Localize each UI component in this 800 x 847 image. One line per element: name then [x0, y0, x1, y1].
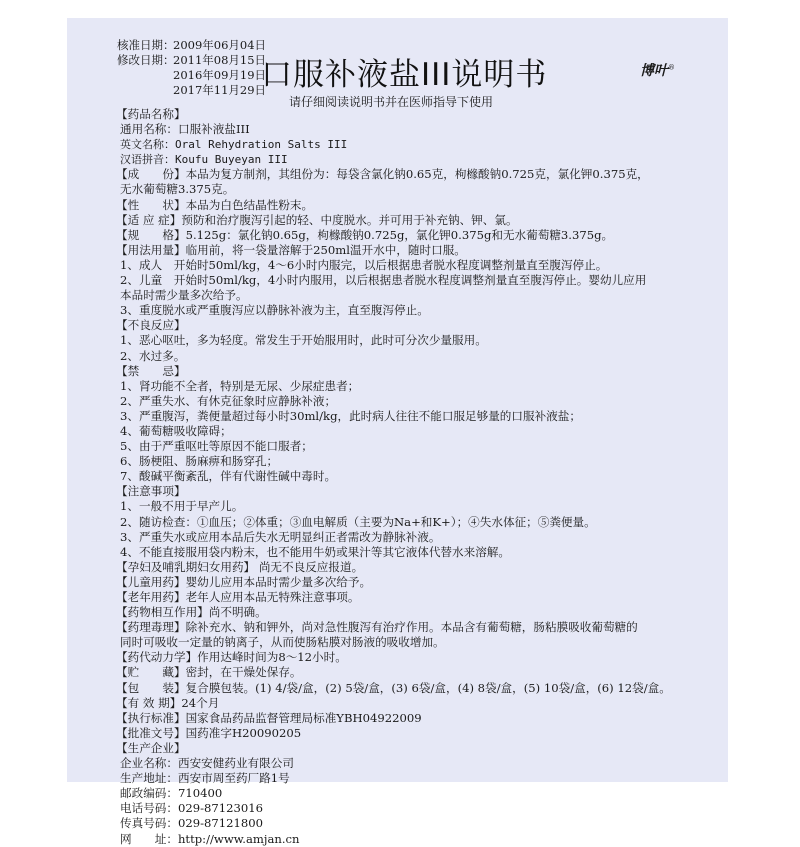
pharmacology-cont: 同时可吸收一定量的钠离子，从而使肠粘膜对肠液的吸收增加。	[120, 635, 445, 650]
section-heading: 【执行标准】	[116, 710, 186, 725]
packaging: 【包 装】复合膜包装。(1) 4/袋/盒，(2) 5袋/盒，(3) 6袋/盒，(4) 8袋/盒，(5) 10袋/盒，(6) 12袋/盒。	[116, 680, 671, 695]
manufacturer-fax: 传真号码：029-87121800	[120, 816, 264, 831]
section-heading: 【药理毒理】	[116, 620, 186, 635]
section-heading: 【药代动力学】	[116, 650, 198, 665]
revision-date-row	[117, 68, 266, 83]
standard: 【执行标准】国家食品药品监督管理局标准YBH04922009	[116, 710, 422, 725]
manufacturer-postcode: 邮政编码：710400	[120, 786, 223, 801]
manufacturer-phone: 电话号码：029-87123016	[120, 801, 264, 816]
list-item: 1、一般不用于早产儿。	[120, 499, 244, 514]
document-title: 口服补液盐III说明书	[261, 57, 548, 93]
list-item: 本品时需少量多次给予。	[120, 288, 248, 303]
list-item: 4、葡萄糖吸收障碍；	[120, 423, 232, 438]
section-heading: 【批准文号】	[116, 725, 186, 740]
brand-name: 博叶	[640, 63, 668, 79]
document-dates	[117, 38, 266, 98]
section-heading: 【老年用药】	[116, 590, 186, 604]
list-item: 2、严重失水、有休克征象时应静脉补液；	[120, 393, 337, 408]
appearance: 【性 状】本品为白色结晶性粉末。	[116, 197, 314, 212]
section-heading: 【包 装】	[116, 680, 186, 695]
list-item: 1、恶心呕吐，多为轻度。常发生于开始服用时，此时可分次少量服用。	[120, 333, 487, 348]
pregnancy: 【孕妇及哺乳期妇女用药】 尚无不良反应报道。	[116, 559, 364, 574]
dosage: 【用法用量】临用前，将一袋量溶解于250ml温开水中，随时口服。	[116, 242, 466, 257]
section-heading: 【有 效 期】	[116, 695, 182, 710]
section-heading: 【注意事项】	[116, 484, 186, 499]
approval-date-row	[117, 38, 266, 53]
approval-date-label: 核准日期：	[117, 38, 175, 52]
list-item: 3、重度脱水或严重腹泻应以静脉补液为主，直至腹泻停止。	[120, 303, 429, 318]
list-item: 4、不能直接服用袋内粉末，也不能用牛奶或果汁等其它液体代替水来溶解。	[120, 544, 510, 559]
manufacturer-name: 企业名称：西安安健药业有限公司	[120, 756, 294, 771]
list-item: 6、肠梗阻、肠麻痹和肠穿孔；	[120, 454, 279, 469]
list-item: 7、酸碱平衡紊乱，伴有代谢性碱中毒时。	[120, 469, 337, 484]
list-item: 3、严重失水或应用本品后失水无明显纠正者需改为静脉补液。	[120, 529, 441, 544]
pediatric: 【儿童用药】婴幼儿应用本品时需少量多次给予。	[116, 574, 372, 589]
revision-date: 2011年08月15日	[173, 53, 267, 67]
section-heading: 【禁 忌】	[116, 363, 186, 378]
leaflet-body	[116, 107, 716, 847]
registered-mark: ®	[668, 63, 675, 72]
list-item: 1、肾功能不全者，特别是无尿、少尿症患者；	[120, 378, 360, 393]
revision-date: 2017年11月29日	[173, 83, 267, 97]
list-item: 2、随访检查：①血压；②体重；③血电解质（主要为Na+和K+）；④失水体征；⑤粪便量。	[120, 514, 596, 529]
section-heading: 【成 份】	[116, 167, 186, 182]
list-item: 2、水过多。	[120, 348, 186, 363]
section-heading: 【生产企业】	[116, 740, 186, 755]
revision-date-label: 修改日期：	[117, 53, 175, 67]
interactions: 【药物相互作用】尚不明确。	[116, 605, 267, 620]
english-name: 英文名称：Oral Rehydration Salts III	[120, 138, 348, 152]
storage: 【贮 藏】密封，在干燥处保存。	[116, 665, 302, 680]
section-heading: 【适 应 症】	[116, 212, 182, 227]
indications: 【适 应 症】预防和治疗腹泻引起的轻、中度脱水。并可用于补充钠、钾、氯。	[116, 212, 518, 227]
section-heading: 【用法用量】	[116, 242, 186, 257]
manufacturer-website: 网 址：http://www.amjan.cn	[120, 831, 300, 846]
pharmacokinetics: 【药代动力学】作用达峰时间为8～12小时。	[116, 650, 347, 665]
approval-number: 【批准文号】国药准字H20090205	[116, 725, 302, 740]
section-heading: 【儿童用药】	[116, 574, 186, 589]
ingredients-cont: 无水葡萄糖3.375克。	[120, 182, 235, 197]
revision-date-row	[117, 83, 266, 98]
section-heading: 【孕妇及哺乳期妇女用药】	[116, 559, 256, 574]
brand-logo	[640, 60, 675, 80]
manufacturer-address: 生产地址：西安市周至药厂路1号	[120, 771, 290, 786]
section-heading: 【规 格】	[116, 227, 186, 242]
generic-name: 通用名称：口服补液盐III	[120, 122, 250, 137]
approval-date: 2009年06月04日	[173, 38, 267, 52]
list-item: 2、儿童 开始时50ml/kg，4小时内服用，以后根据患者脱水程度调整剂量直至腹泻停止。婴幼儿应用	[120, 273, 647, 288]
geriatric: 【老年用药】老年人应用本品无特殊注意事项。	[116, 590, 360, 604]
specification: 【规 格】5.125g：氯化钠0.65g，枸橼酸钠0.725g，氯化钾0.375g和无水葡萄糖3.375g。	[116, 227, 614, 242]
list-item: 5、由于严重呕吐等原因不能口服者；	[120, 439, 313, 454]
pinyin-name: 汉语拼音：Koufu Buyeyan III	[120, 153, 288, 167]
pharmacology: 【药理毒理】除补充水、钠和钾外，尚对急性腹泻有治疗作用。本品含有葡萄糖，肠粘膜吸收葡萄糖的	[116, 620, 638, 635]
ingredients: 【成 份】本品为复方制剂，其组份为：每袋含氯化钠0.65克，枸橼酸钠0.725克，氯化钾0.375克，	[116, 167, 649, 182]
section-heading: 【贮 藏】	[116, 665, 186, 680]
section-heading: 【不良反应】	[116, 318, 186, 333]
list-item: 3、严重腹泻，粪便量超过每小时30ml/kg，此时病人往往不能口服足够量的口服补液盐；	[120, 408, 581, 423]
revision-date-row	[117, 53, 266, 68]
revision-date: 2016年09月19日	[173, 68, 267, 82]
list-item: 1、成人 开始时50ml/kg，4～6小时内服完，以后根据患者脱水程度调整剂量直至腹泻停止。	[120, 257, 608, 272]
section-heading: 【药物相互作用】	[116, 605, 209, 620]
validity: 【有 效 期】24个月	[116, 695, 220, 710]
document-subtitle: 请仔细阅读说明书并在医师指导下使用	[289, 95, 494, 109]
section-heading: 【药品名称】	[116, 107, 186, 121]
section-heading: 【性 状】	[116, 197, 186, 212]
